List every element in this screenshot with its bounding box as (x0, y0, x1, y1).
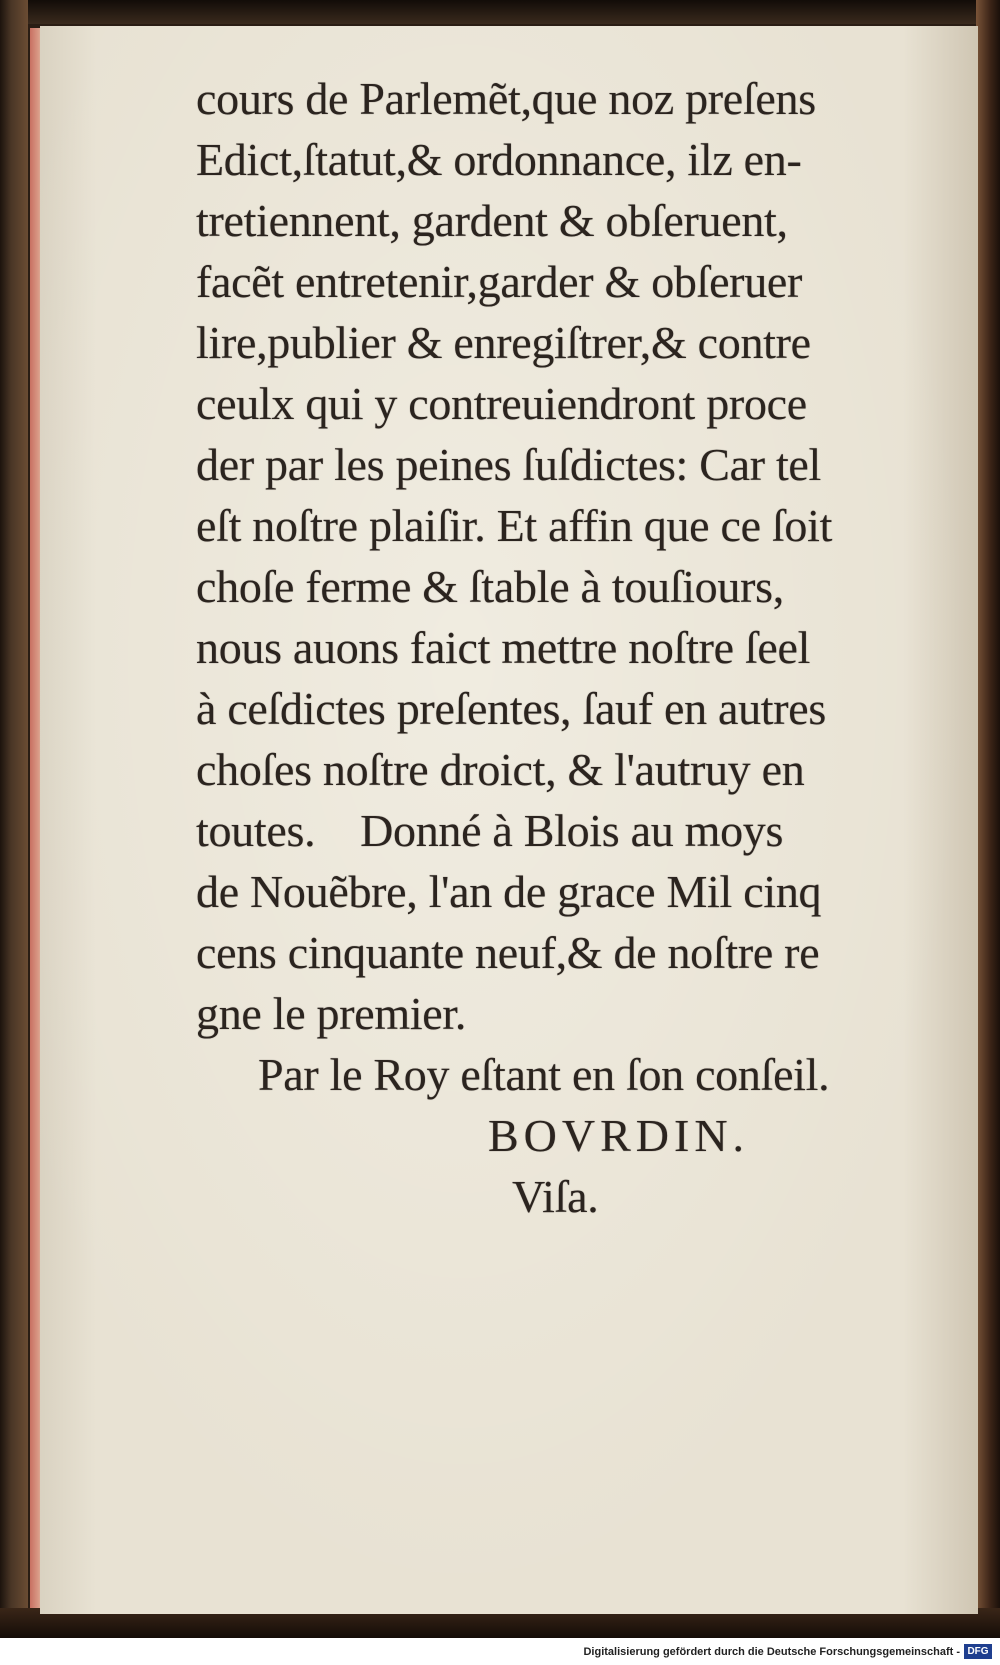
book-spine-edge (0, 0, 28, 1638)
visa-mark: Viſa. (512, 1171, 599, 1222)
book-top-edge (0, 0, 1000, 24)
text-line: facẽt entretenir,garder & obſeruer (196, 256, 803, 307)
text-line: nous auons faict mettre noſtre ſeel (196, 622, 811, 673)
dfg-logo: DFG (964, 1644, 992, 1659)
page-text-block (196, 68, 918, 1227)
text-line: cens cinquante neuf,& de noſtre re (196, 927, 820, 978)
text-line: toutes. Donné à Blois au moys (196, 805, 784, 856)
text-line: der par les peines ſuſdictes: Car tel (196, 439, 822, 490)
text-line: tretiennent, gardent & obſeruent, (196, 195, 788, 246)
text-line: eſt noſtre plaiſir. Et affin que ce ſoit (196, 500, 833, 551)
book-right-edge (976, 0, 1000, 1638)
text-line: ceulx qui y contreuiendront proce (196, 378, 807, 429)
text-line: à ceſdictes preſentes, ſauf en autres (196, 683, 827, 734)
digitization-credit: Digitalisierung gefördert durch die Deutsche Forschungsgemeinschaft - (583, 1646, 960, 1658)
text-line: choſe ferme & ſtable à touſiours, (196, 561, 784, 612)
text-line: Edict,ſtatut,& ordonnance, ilz en- (196, 134, 802, 185)
text-line: de Nouẽbre, l'an de grace Mil cinq (196, 866, 822, 917)
text-line: cours de Parlemẽt,que noz preſens (196, 73, 816, 124)
text-line: choſes noſtre droict, & l'autruy en (196, 744, 805, 795)
text-line: lire,publier & enregiſtrer,& contre (196, 317, 811, 368)
text-line: gne le premier. (196, 988, 467, 1039)
signatory-name: BOVRDIN. (488, 1110, 750, 1161)
signature-line: Par le Roy eſtant en ſon conſeil. (258, 1049, 830, 1100)
